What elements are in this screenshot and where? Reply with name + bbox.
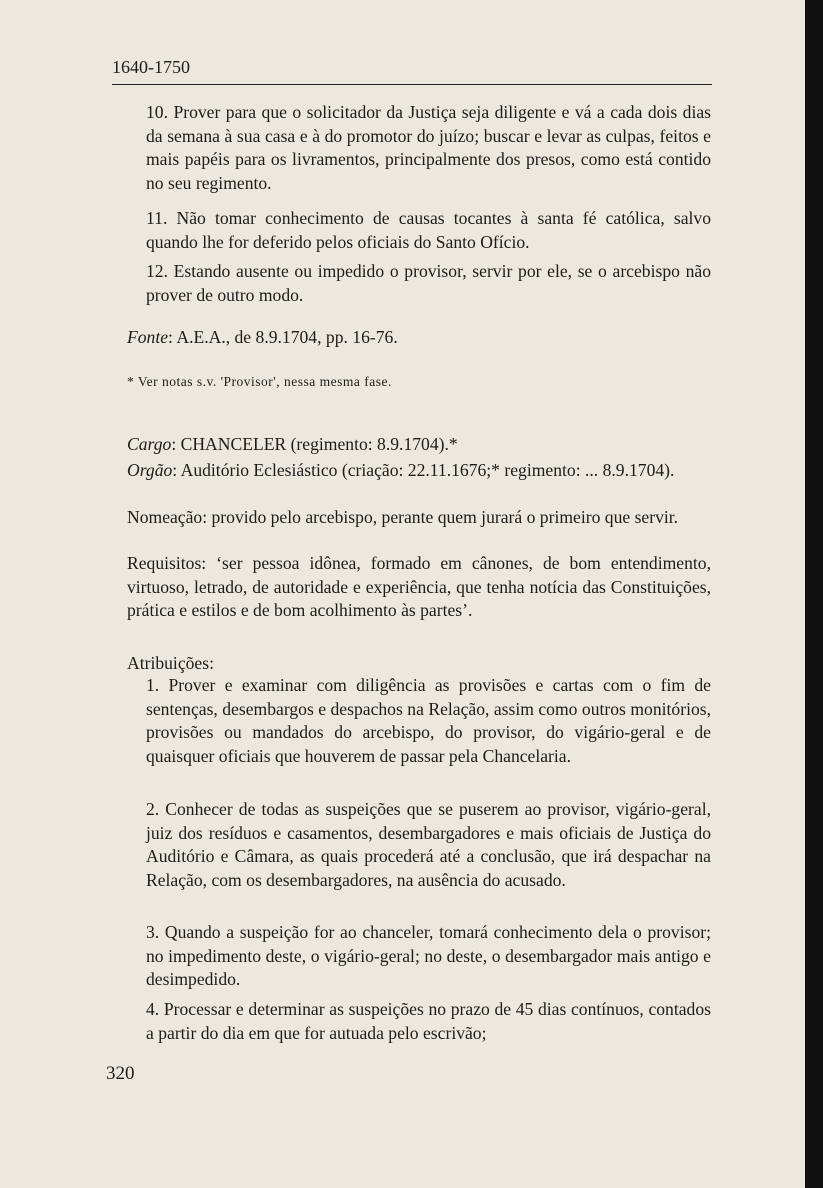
provisor-item-10 <box>146 101 711 195</box>
requisitos: Requisitos: ‘ser pessoa idônea, formado em cânones, de bom entendimento, virtuoso, letrado, de autoridade e experiência, que tenha notícia das Constituições, prática e estilos e de bom acolhimento às partes’. <box>127 553 711 620</box>
source-text: : A.E.A., de 8.9.1704, pp. 16-76. <box>168 327 398 347</box>
item-text: 11. Não tomar conhecimento de causas tocantes à santa fé católica, salvo quando lhe for deferido pelos oficiais do Santo Ofício. <box>146 208 711 252</box>
atribuicao-2 <box>146 798 711 892</box>
cargo-line <box>127 433 711 457</box>
atribuicoes-title: Atribuições: <box>127 653 214 673</box>
provisor-item-11 <box>146 207 711 254</box>
source-line <box>127 327 398 348</box>
item-text: 2. Conhecer de todas as suspeições que se puserem ao provisor, vigário-geral, juiz dos resíduos e casamentos, desembargadores e mais oficiais de Justiça do Auditório e Câmara, as quais procederá até a conclusão, que irá despachar na Relação, com os desembargadores, na ausência do acusado. <box>146 799 711 890</box>
atribuicao-1 <box>146 674 711 768</box>
orgao-line <box>127 459 711 483</box>
provisor-item-12 <box>146 260 711 307</box>
atribuicao-4 <box>146 998 711 1045</box>
page-number: 320 <box>106 1063 135 1084</box>
atribuicao-3 <box>146 921 711 992</box>
source-label: Fonte <box>127 327 169 347</box>
item-text: 10. Prover para que o solicitador da Justiça seja diligente e vá a cada dois dias da semana à sua casa e à do promotor do juízo; buscar e levar as culpas, feitos e mais papéis para os livramentos, principalmente dos presos, como está contido no seu regimento. <box>146 102 711 193</box>
item-text: 4. Processar e determinar as suspeições no prazo de 45 dias contínuos, contados a partir do dia em que for autuada pelo escrivão; <box>146 999 711 1043</box>
orgao-label: Orgão <box>127 460 173 480</box>
nomeacao: Nomeação: provido pelo arcebispo, perante quem jurará o primeiro que servir. <box>127 507 679 527</box>
footnote: * Ver notas s.v. 'Provisor', nessa mesma fase. <box>127 374 392 389</box>
item-text: 12. Estando ausente ou impedido o provisor, servir por ele, se o arcebispo não prover de outro modo. <box>146 261 711 305</box>
orgao-text: : Auditório Eclesiástico (criação: 22.11.1676;* regimento: ... 8.9.1704). <box>172 460 675 480</box>
scan-edge <box>805 0 823 1188</box>
running-header: 1640-1750 <box>112 57 190 77</box>
cargo-text: : CHANCELER (regimento: 8.9.1704).* <box>171 434 458 454</box>
header-rule <box>112 84 712 85</box>
cargo-label: Cargo <box>127 434 172 454</box>
item-text: 3. Quando a suspeição for ao chanceler, tomará conhecimento dela o provisor; no impedimento deste, o vigário-geral; no deste, o desembargador mais antigo e desimpedido. <box>146 922 711 989</box>
item-text: 1. Prover e examinar com diligência as provisões e cartas com o fim de sentenças, desembargos e despachos na Relação, assim como outros monitórios, provisões ou mandados do arcebispo, do provisor, do vigário-geral e de quaisquer oficiais que houverem de passar pela Chancelaria. <box>146 675 711 766</box>
